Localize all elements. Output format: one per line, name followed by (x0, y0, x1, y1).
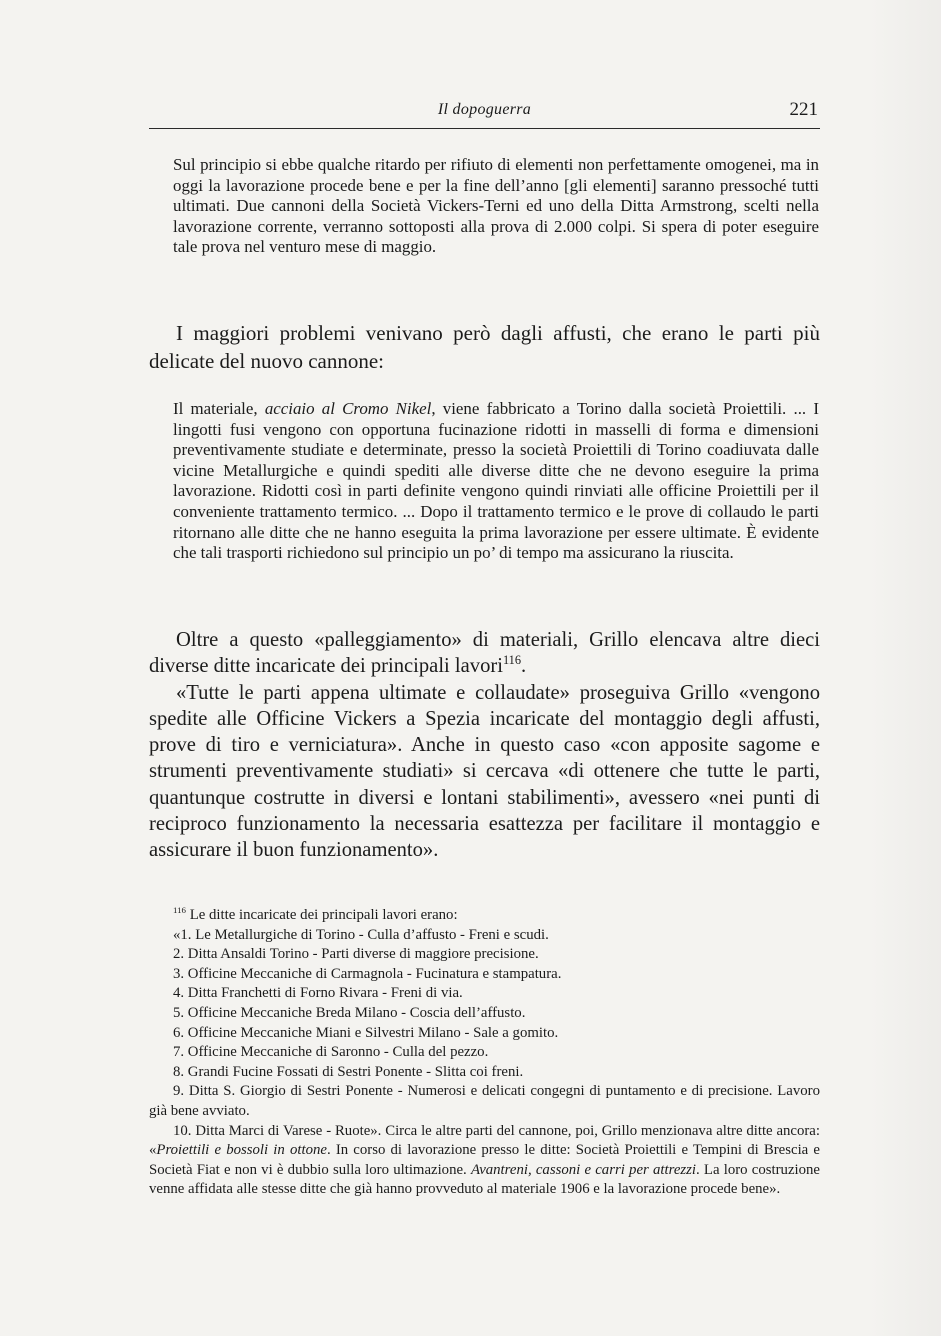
running-header (149, 98, 820, 129)
footnote-reference[interactable]: 116 (502, 653, 522, 668)
footnote-item: «1. Le Metallurgiche di Torino - Culla d’affusto - Freni e scudi. (173, 926, 549, 943)
footnote-item: 2. Ditta Ansaldi Torino - Parti diverse di maggiore precisione. (173, 946, 539, 963)
footnote-last-part2: . In corso di lavorazione presso le ditte: Società Proiettili e Tempini di Brescia e Società Fiat e non vi è dubbio sulla loro ultimazione. (149, 1142, 820, 1178)
quote-2-text (173, 399, 819, 564)
running-title: Il dopoguerra (437, 101, 532, 118)
footnotes (149, 906, 820, 1200)
footnote-last-part3: . La loro costruzione venne affidata alle stesse ditte che già hanno provveduto al materiale 1906 e la lavorazione procede bene». (149, 1161, 820, 1198)
quote-1-text: Sul principio si ebbe qualche ritardo per rifiuto di elementi non perfettamente omogenei, ma in oggi la lavorazione procede bene e per la fine dell’anno [gli elementi] saranno pressoché tutti ultimati. Due cannoni della Società Vickers-Terni ed uno della Ditta Armstrong, scelti nella lavorazione corrente, verranno sottoposti alla prova di 2.000 colpi. Si spera di poter eseguire tale prova nel venturo mese di maggio. (173, 155, 819, 257)
footnote-last-italic2: Avantreni, cassoni e carri per attrezzi (470, 1161, 697, 1178)
body-2-p1-text: Oltre a questo «palleggiamento» di materiali, Grillo elencava altre dieci diverse ditte incaricate dei principali lavori (149, 629, 820, 678)
footnote-item: 9. Ditta S. Giorgio di Sestri Ponente - Numerosi e delicati congegni di puntamento e di precisione. Lavoro già bene avviato. (149, 1083, 820, 1119)
body-paragraph-1 (149, 319, 820, 375)
body-section-2 (149, 627, 820, 864)
body-2-paragraph-2: «Tutte le parti appena ultimate e collaudate» proseguiva Grillo «vengono spedite alle Officine Vickers a Spezia incaricate del montaggio degli affusti, prove di tiro e verniciatura». Anche in questo caso «con apposite sagome e strumenti preventivamente studiati» si cercava «di ottenere che tutte le parti, quantunque costrutte in diversi e lontani stabilimenti», avessero «nei punti di reciproco funzionamento la necessaria esattezza per facilitare il montaggio e assicurare il buon funzionamento». (149, 681, 820, 862)
footnote-intro (149, 906, 820, 926)
page-edge-shadow (869, 0, 941, 1336)
body-2-paragraph-1 (149, 627, 820, 680)
page-number: 221 (789, 99, 818, 120)
footnote-item: 7. Officine Meccaniche di Saronno - Culla del pezzo. (173, 1044, 489, 1061)
footnote-item: 4. Ditta Franchetti di Forno Rivara - Freni di via. (173, 985, 463, 1002)
body-2-p1-end: . (521, 655, 527, 678)
footnote-item: 5. Officine Meccaniche Breda Milano - Coscia dell’affusto. (173, 1004, 526, 1021)
quote-2-emphasis: acciaio al Cromo Nikel (264, 399, 432, 418)
footnote-item: 8. Grandi Fucine Fossati di Sestri Ponente - Slitta coi freni. (173, 1063, 524, 1080)
block-quote-1 (173, 155, 819, 258)
footnote-last-italic1: Proiettili e bossoli in ottone (156, 1142, 327, 1159)
footnote-item-last (149, 1122, 820, 1200)
footnote-item: 6. Officine Meccaniche Miani e Silvestri Milano - Sale a gomito. (173, 1024, 559, 1041)
quote-2-before: Il materiale, (173, 399, 265, 418)
footnote-item: 3. Officine Meccaniche di Carmagnola - Fucinatura e stampatura. (173, 965, 562, 982)
block-quote-2 (173, 399, 819, 564)
footnote-number: 116 (173, 905, 186, 916)
quote-2-after: , viene fabbricato a Torino dalla società Proiettili. ... I lingotti fusi vengono con opportuna fucinazione ridotti in masselli di forma e dimensioni preventivamente studiate e determinate, presso la società Proiettili di Torino coadiuvata dalle vicine Metallurgiche e quindi spediti alle diverse ditte che ne devono eseguire la prima lavorazione. Ridotti così in parti definite vengono quindi rinviati alle officine Proiettili per il conveniente trattamento termico. ... Dopo il trattamento termico e le prove di collaudo le parti ritornano alle ditte che ne hanno eseguita la prima lavorazione per essere ultimate. È evidente che tali trasporti richiedono sul principio un po’ di tempo ma assicurano la riuscita. (173, 399, 819, 563)
body-1-text: I maggiori problemi venivano però dagli affusti, che erano le parti più delicate del nuovo cannone: (149, 321, 820, 373)
footnote-intro-text: Le ditte incaricate dei principali lavori erano: (189, 907, 458, 923)
footnote-last-part1: 10. Ditta Marci di Varese - Ruote». Circa le altre parti del cannone, poi, Grillo menzionava altre ditte ancora: « (149, 1122, 820, 1159)
